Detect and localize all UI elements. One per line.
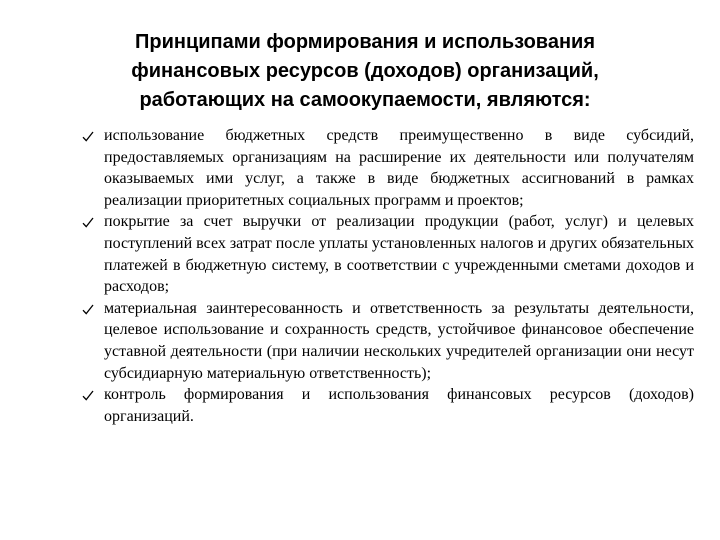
list-item-2 — [82, 211, 694, 297]
list-item-text: контроль формирования и использования финансовых ресурсов (доходов) организаций. — [104, 386, 694, 425]
title-line-1: Принципами формирования и использования — [134, 31, 596, 53]
list-item-3 — [82, 298, 694, 384]
list-item-text: покрытие за счет выручки от реализации продукции (работ, услуг) и целевых поступлений всех затрат после уплаты установленных налогов и других обязательных платежей в бюджетную систему, в соответствии с учрежденными сметами доходов и расходов; — [104, 213, 695, 296]
checkmark-icon — [82, 125, 96, 146]
checkmark-icon — [82, 298, 96, 319]
list-item-text: использование бюджетных средств преимущественно в виде субсидий, предоставляемых организациям на расширение их деятельности или получателям оказываемых ими услуг, а также в виде бюджетных ассигнований в рамках реализации приоритетных социальных программ и проектов; — [104, 127, 694, 209]
slide-title — [60, 28, 670, 115]
list-item-1 — [82, 125, 694, 211]
principles-list — [82, 125, 694, 427]
checkmark-icon — [82, 211, 96, 232]
list-item-text: материальная заинтересованность и ответственность за результаты деятельности, целевое использование и сохранность средств, устойчивое финансовое обеспечение уставной деятельности (при наличии нескольких учредителей организации они несут субсидиарную материальную ответственность); — [104, 299, 694, 382]
list-item-4 — [82, 384, 694, 427]
checkmark-icon — [82, 384, 96, 405]
title-line-2: финансовых ресурсов (доходов) организаций, — [131, 60, 599, 82]
title-line-3: работающих на самоокупаемости, являются: — [139, 89, 591, 111]
